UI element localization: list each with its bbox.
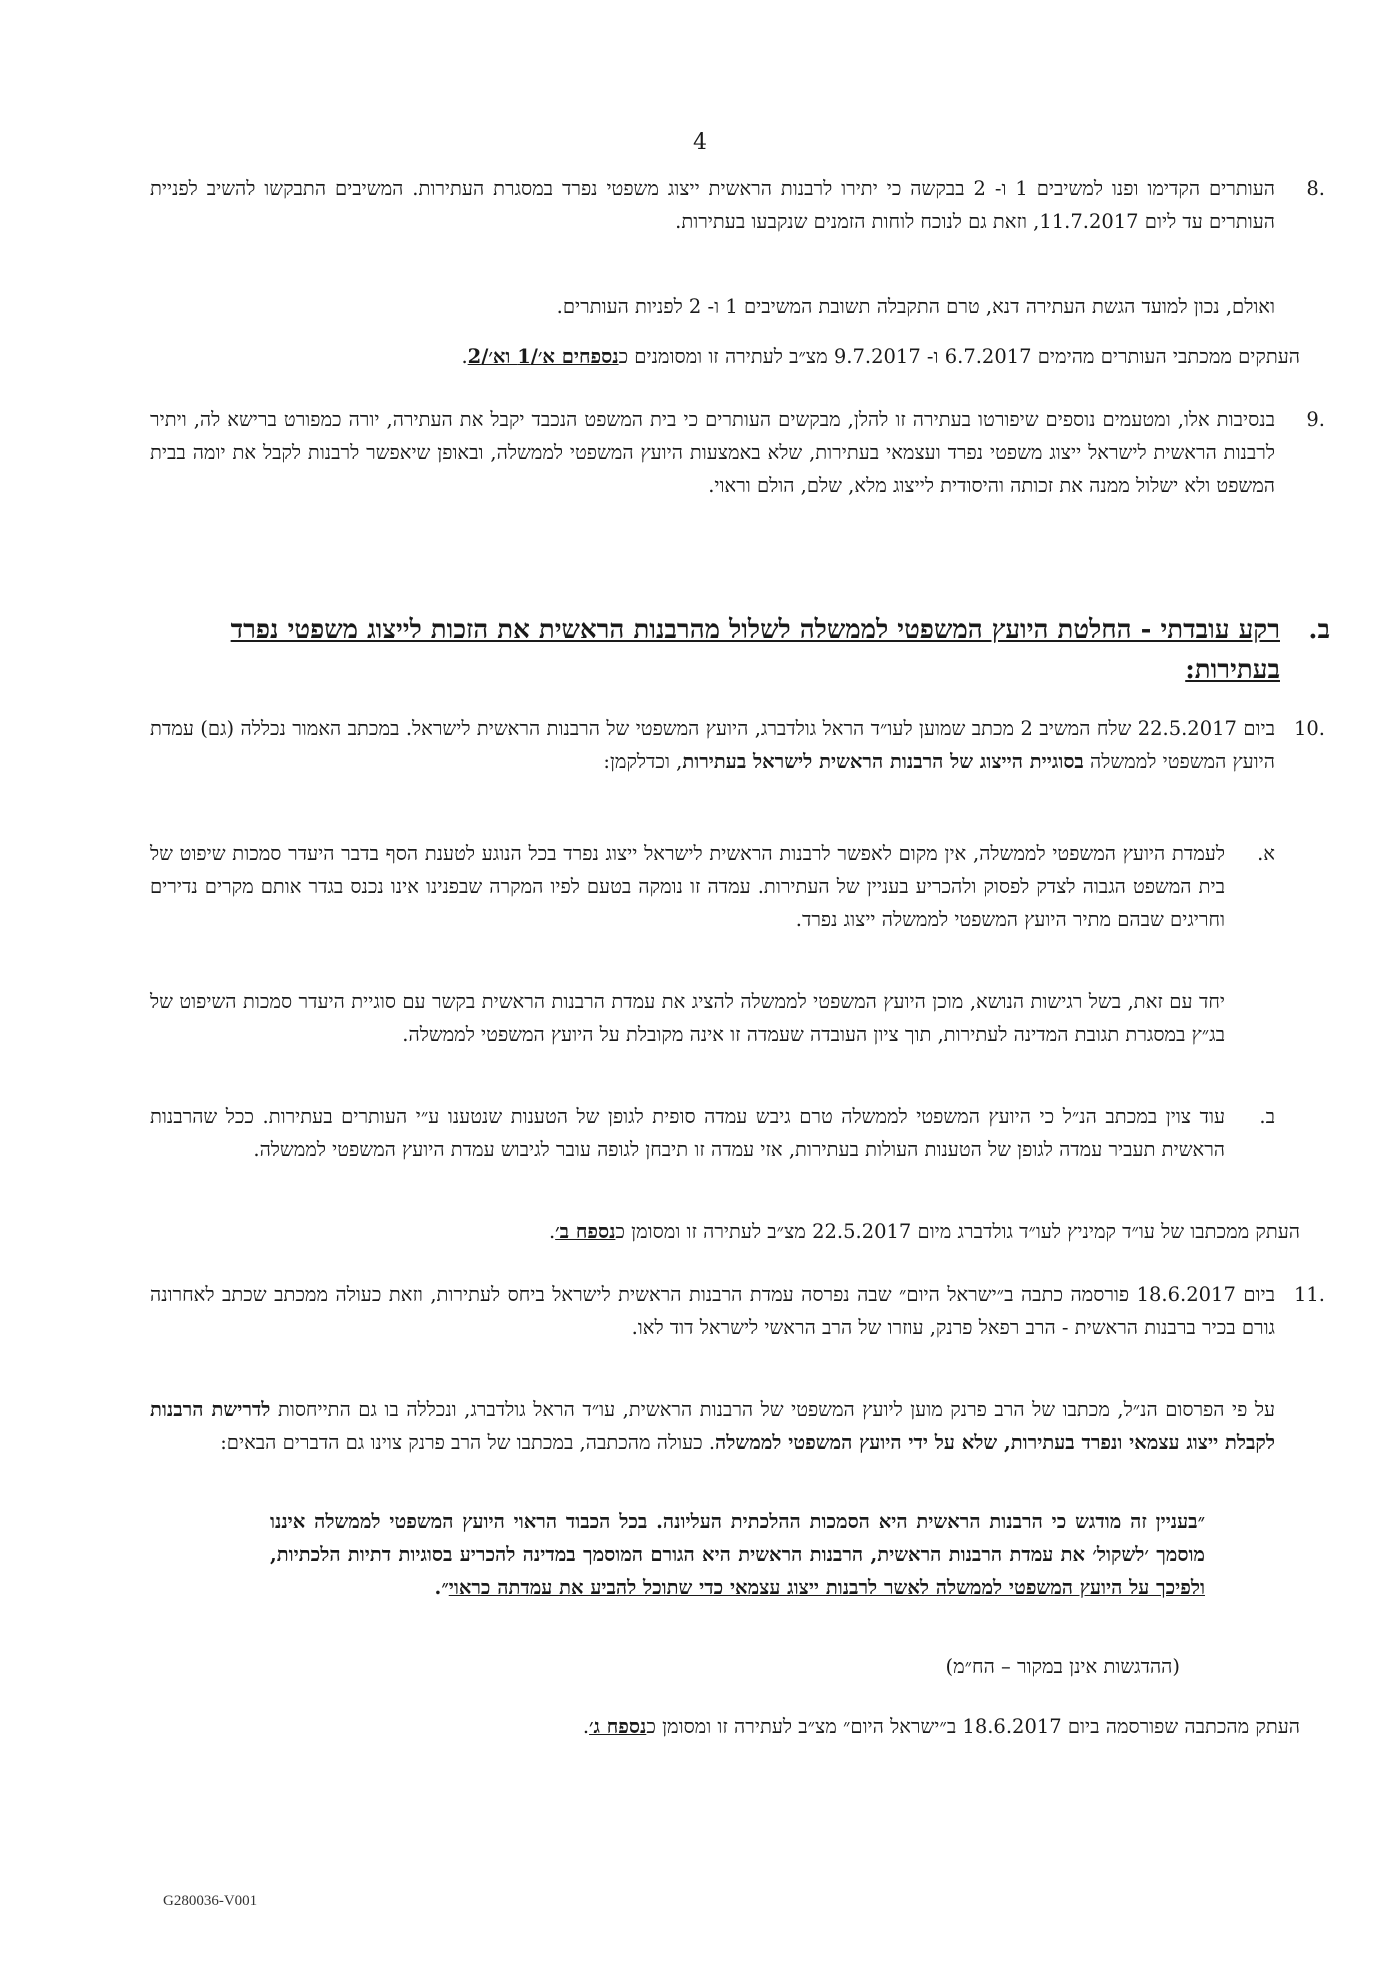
subparagraph-a [150,837,1275,936]
paragraph-text: ביום 18.6.2017 פורסמה כתבה ב״ישראל היום״ שבה נפרסה עמדת הרבנות הראשית לישראל ביחס לעתירות, וזאת כעולה ממכתב שכתב לאחרונה גורם בכיר ברבנות הראשית - הרב רפאל פרנק, עוזרו של הרב הראשי לישראל דוד לאו. [150,1283,1276,1339]
subparagraph-letter: א. [1257,842,1275,865]
paragraph-text: ואולם, נכון למועד הגשת העתירה דנא, טרם התקבלה תשובת המשיבים 1 ו- 2 לפניות העותרים. [556,295,1275,318]
emphasized-text: לדרישת הרבנות לקבלת ייצוג עצמאי ונפרד בעתירות, שלא על ידי היועץ המשפטי לממשלה [150,1398,1275,1454]
paragraph-number: 9. [1306,408,1325,431]
subparagraph-letter: ב. [1259,1105,1275,1128]
block-quote [270,1505,1205,1604]
paragraph-10 [150,712,1325,778]
paragraph-number: 8. [1306,177,1325,200]
emphasized-text: בסוגיית הייצוג של הרבנות הראשית לישראל בעתירות [682,750,1084,773]
paragraph-text: ביום 22.5.2017 שלח המשיב 2 מכתב שמוען לעו״ד הראל גולדברג, היועץ המשפטי של הרבנות הראשית לישראל. במכתב האמור נכללה (גם) עמדת היועץ המשפטי לממשלה [150,717,1276,773]
section-letter: ב. [1308,615,1330,645]
paragraph-9 [150,403,1325,502]
paragraph-text: על פי הפרסום הנ״ל, מכתבו של הרב פרנק מוען ליועץ המשפטי של הרבנות הראשית, עו״ד הראל גולדברג, ונכללה בו גם התייחסות [270,1398,1275,1421]
paragraph-8-followup [200,290,1275,323]
annex-label: נספח ב׳ [555,1220,616,1243]
annex-label: נספחים א׳/1 וא׳/2 [467,345,619,368]
quote-end: ״. [434,1576,449,1599]
annex-reference-a [140,340,1300,373]
subparagraph-b [150,1100,1275,1166]
paragraph-text: . כעולה מהכתבה, במכתבו של הרב פרנק צוינו גם הדברים הבאים: [220,1431,716,1454]
paragraph-text: בנסיבות אלו, ומטעמים נוספים שיפורטו בעתירה זו להלן, מבקשים העותרים כי בית המשפט הנכבד יקבל את העתירה, יורה כמפורט ברישא לה, ויתיר לרבנות הראשית לישראל ייצוג משפטי נפרד ועצמאי בעתירות, שלא באמצעות היועץ המשפטי לממשלה, ובאופן שיאפשר לרבנות לקבל את יומה בבית המשפט ולא ישלול ממנה את זכותה והיסודית לייצוג מלא, שלם, הולם וראוי. [150,408,1275,497]
paragraph-11 [150,1278,1325,1344]
paragraph-text: יחד עם זאת, בשל רגישות הנושא, מוכן היועץ המשפטי לממשלה להציג את עמדת הרבנות הראשית בקשר עם סוגיית היעדר סמכות השיפוט של בג״ץ במסגרת תגובת המדינה לעתירות, תוך ציון העובדה שעמדה זו אינה מקובלת על היועץ המשפטי לממשלה. [150,990,1225,1046]
quote-text: ״בעניין זה מודגש כי הרבנות הראשית היא הסמכות ההלכתית העליונה. בכל הכבוד הראוי היועץ המשפטי לממשלה איננו מוסמך ׳לשקול׳ את עמדת הרבנות הראשית, הרבנות הראשית היא הגורם המוסמך במדינה להכריע בסוגיות דתיות הלכתיות, [270,1510,1205,1566]
emphasis-note [180,1650,1180,1683]
document-code: G280036-V001 [163,1893,258,1909]
paragraph-text: , וכדלקמן: [603,750,683,773]
annex-text: העתק ממכתבו של עו״ד קמיניץ לעו״ד גולדברג מיום 22.5.2017 מצ״ב לעתירה זו ומסומן כ [615,1220,1300,1243]
paragraph-8 [150,172,1325,238]
section-title: רקע עובדתי - החלטת היועץ המשפטי לממשלה לשלול מהרבנות הראשית את הזכות לייצוג משפטי נפרד בעתירות: [230,615,1280,685]
annex-label: נספח ג׳ [589,1715,647,1738]
quote-underlined-text: ולפיכך על היועץ המשפטי לממשלה לאשר לרבנות ייצוג עצמאי כדי שתוכל להביע את עמדתה כראוי [448,1576,1205,1599]
annex-reference-c [140,1710,1300,1743]
paragraph-number: 10. [1293,717,1325,740]
page-number: 4 [693,130,707,155]
annex-text: העתקים ממכתבי העותרים מהימים 6.7.2017 ו- 9.7.2017 מצ״ב לעתירה זו ומסומנים כ [618,345,1300,368]
paragraph-number: 11. [1293,1283,1325,1306]
note-text: (ההדגשות אינן במקור – הח״מ) [945,1655,1180,1678]
annex-end: . [582,1715,590,1738]
annex-end: . [461,345,468,368]
subparagraph-a-continued [150,985,1225,1051]
annex-text: העתק מהכתבה שפורסמה ביום 18.6.2017 ב״ישראל היום״ מצ״ב לעתירה זו ומסומן כ [646,1715,1300,1738]
paragraph-text: העותרים הקדימו ופנו למשיבים 1 ו- 2 בבקשה כי יתירו לרבנות הראשית ייצוג משפטי נפרד במסגרת העתירות. המשיבים התבקשו להשיב לפניית העותרים עד ליום 11.7.2017, וזאת גם לנוכח לוחות הזמנים שנקבעו בעתירות. [150,177,1275,233]
paragraph-11-continued [150,1393,1275,1459]
section-heading-b [140,610,1330,690]
paragraph-text: עוד צוין במכתב הנ״ל כי היועץ המשפטי לממשלה טרם גיבש עמדה סופית לגופן של הטענות שנטענו ע״י העותרים בעתירות. ככל שהרבנות הראשית תעביר עמדה לגופן של הטענות העולות בעתירות, אזי עמדה זו תיבחן לגופה עובר לגיבוש עמדת היועץ המשפטי לממשלה. [150,1105,1225,1161]
annex-end: . [548,1220,556,1243]
annex-reference-b [140,1215,1300,1248]
paragraph-text: לעמדת היועץ המשפטי לממשלה, אין מקום לאפשר לרבנות הראשית לישראל ייצוג נפרד בכל הנוגע לטענת הסף בדבר היעדר סמכות שיפוט של בית המשפט הגבוה לצדק לפסוק ולהכריע בעניין של העתירות. עמדה זו נומקה בטעם לפיו המקרה שבפנינו אינו נכנס בגדר אותם מקרים נדירים וחריגים שבהם מתיר היועץ המשפטי לממשלה ייצוג נפרד. [150,842,1225,931]
